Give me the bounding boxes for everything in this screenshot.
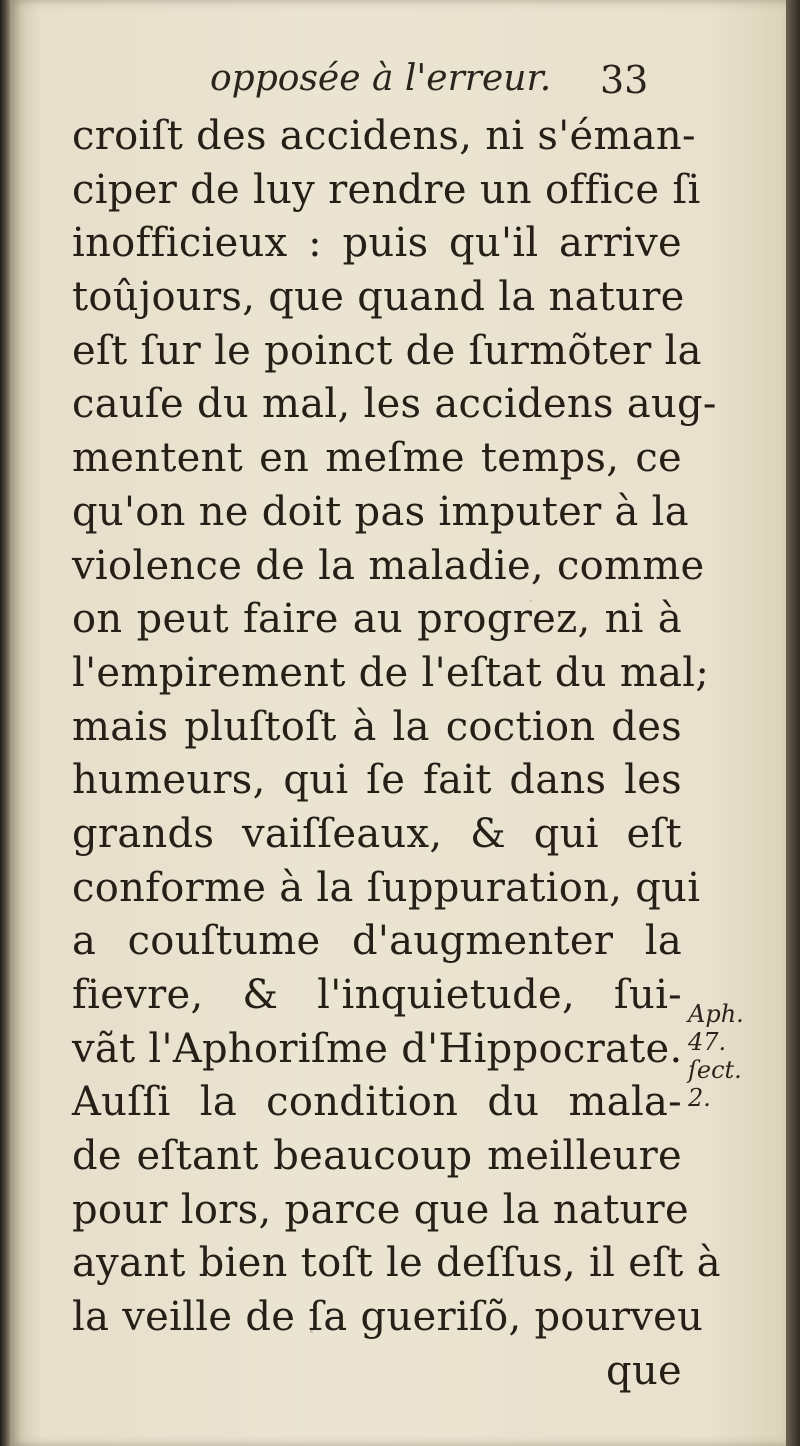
text-line: conforme à la ſuppuration, qui (72, 864, 701, 911)
text-line: Auſſi la condition du mala- (72, 1079, 682, 1126)
text-line: grands vaiſſeaux, & qui eſt (72, 810, 682, 857)
margin-note-line: ſect. (688, 1056, 742, 1084)
text-line: a couſtume d'augmenter la (72, 918, 682, 965)
page-edge (786, 0, 800, 1446)
text-line: fievre, & l'inquietude, ſui- (72, 972, 682, 1018)
text-line: eſt ſur le poinct de ſurmõter la (72, 327, 702, 374)
text-line: cauſe du mal, les accidens aug- (72, 381, 717, 428)
text-line: toûjours, que quand la nature (72, 274, 685, 321)
text-line: mais pluſtoſt à la coction des (72, 703, 682, 750)
text-line: violence de la maladie, comme (72, 542, 705, 589)
book-spine (0, 0, 10, 1446)
running-title: opposée à l'erreur. (210, 58, 552, 99)
text-line: on peut faire au progrez, ni à (72, 596, 682, 643)
page-number: 33 (600, 58, 649, 102)
text-line: inofficieux : puis qu'il arrive (72, 220, 682, 267)
margin-note-line: 2. (688, 1084, 711, 1112)
paper-speck (530, 600, 532, 602)
catchword: que (606, 1347, 682, 1394)
text-line: l'empirement de l'eſtat du mal; (72, 649, 710, 696)
book-page (10, 0, 786, 1446)
text-line: croiſt des accidens, ni s'éman- (72, 113, 696, 159)
margin-note (688, 1000, 748, 1112)
paper-speck (310, 1330, 313, 1333)
text-line: la veille de ſa gueriſõ, pourveu (72, 1294, 704, 1341)
text-line: humeurs, qui ſe fait dans les (72, 757, 682, 804)
margin-note-line: 47. (688, 1028, 727, 1056)
text-line: ciper de luy rendre un office ſi (72, 166, 701, 213)
text-line: pour lors, parce que la nature (72, 1186, 689, 1233)
text-line: ayant bien toſt le deſſus, il eſt à (72, 1240, 721, 1287)
text-line: qu'on ne doit pas imputer à la (72, 488, 689, 535)
text-line: mentent en meſme temps, ce (72, 435, 682, 482)
text-line: de eſtant beaucoup meilleure (72, 1133, 682, 1180)
text-line: vãt l'Aphoriſme d'Hippocrate. (72, 1025, 683, 1072)
margin-note-line: Aph. (688, 1000, 744, 1028)
